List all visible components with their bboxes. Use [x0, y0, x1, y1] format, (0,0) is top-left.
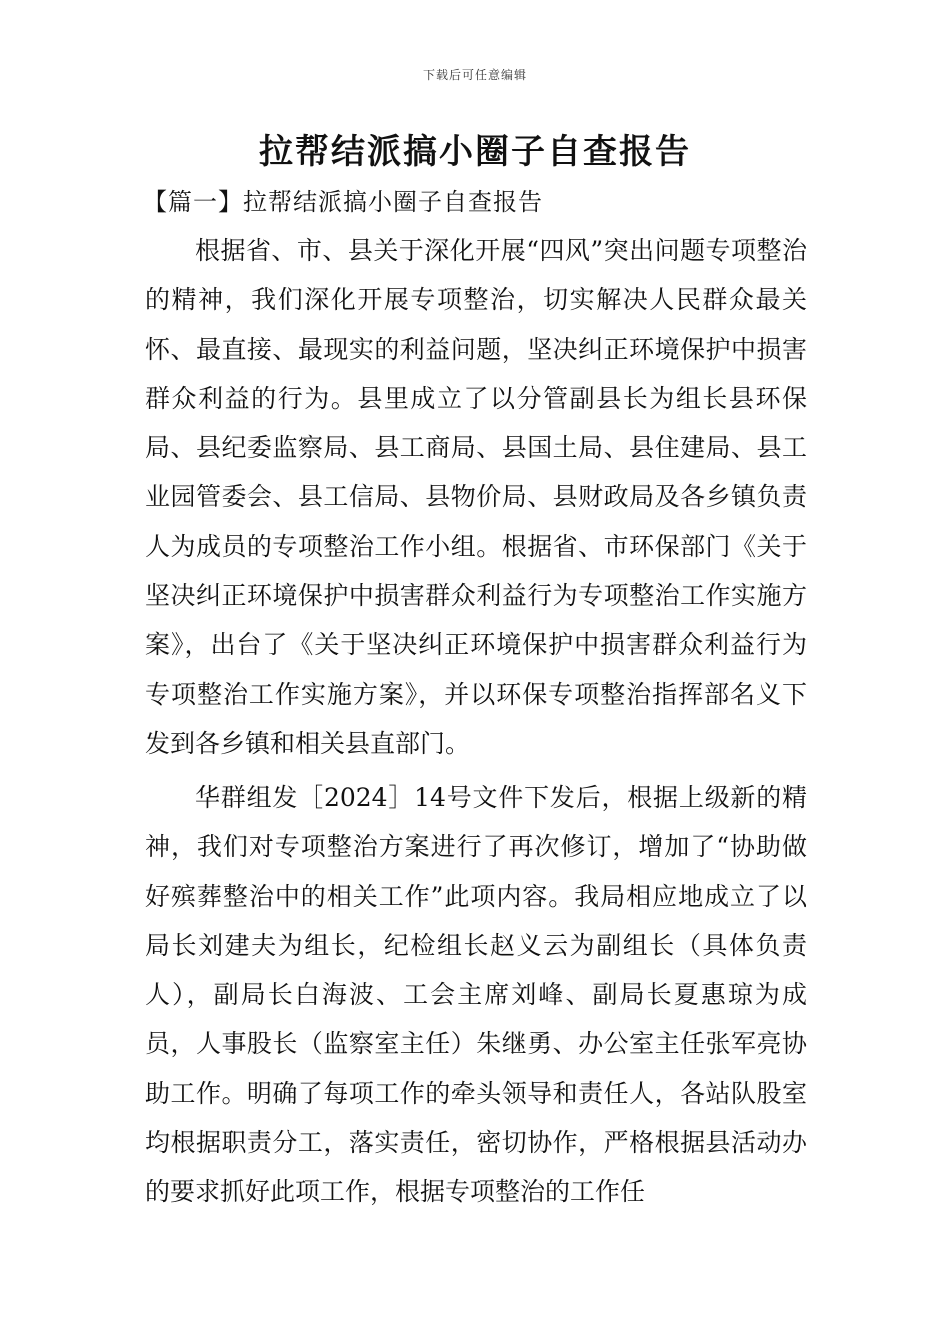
paragraph-text: 华群组发［2024］14号文件下发后，根据上级新的精神，我们对专项整治方案进行了再次修订，增加了“协助做好殡葬整治中的相关工作”此项内容。我局相应地成立了以局长刘建夫为组长，纪检组长赵义云为副组长（具体负责人），副局长白海波、工会主席刘峰、副局长夏惠琼为成员，人事股长（监察室主任）朱继勇、办公室主任张军亮协助工作。明确了每项工作的牵头领导和责任人，各站队股室均根据职责分工，落实责任，密切协作，严格根据县活动办的要求抓好此项工作，根据专项整治的工作任 [145, 783, 807, 1207]
section-heading: 【篇一】拉帮结派搞小圈子自查报告 [143, 188, 543, 216]
header-note: 下载后可任意编辑 [422, 68, 527, 82]
paragraph-text: 根据省、市、县关于深化开展“四风”突出问题专项整治的精神，我们深化开展专项整治，切实解决人民群众最关怀、最直接、最现实的利益问题，坚决纠正环境保护中损害群众利益的行为。县里成立了以分管副县长为组长县环保局、县纪委监察局、县工商局、县国土局、县住建局、县工业园管委会、县工信局、县物价局、县财政局及各乡镇负责人为成员的专项整治工作小组。根据省、市环保部门《关于坚决纠正环境保护中损害群众利益行为专项整治工作实施方案》，出台了《关于坚决纠正环境保护中损害群众利益行为专项整治工作实施方案》，并以环保专项整治指挥部名义下发到各乡镇和相关县直部门。 [145, 236, 807, 758]
body-paragraph-2 [145, 773, 807, 1243]
document-title: 拉帮结派搞小圈子自查报告 [259, 132, 691, 172]
body-paragraph-1 [145, 226, 807, 768]
